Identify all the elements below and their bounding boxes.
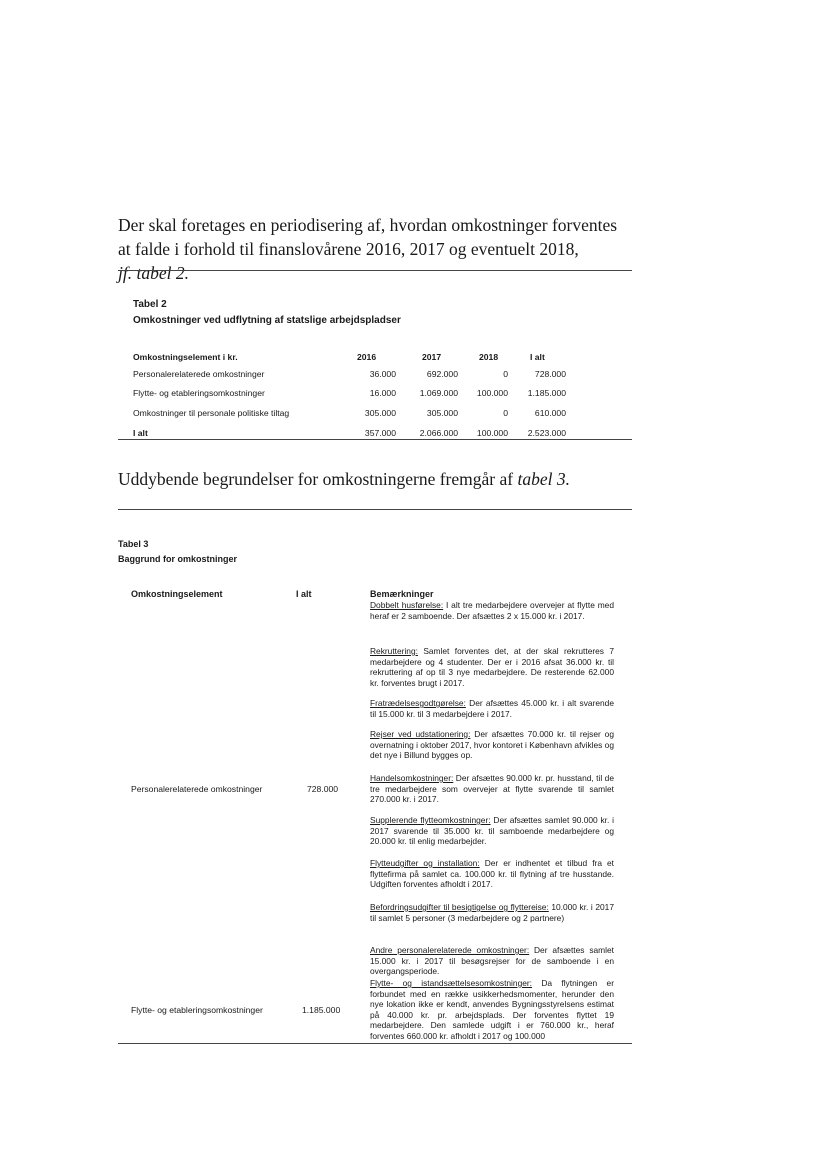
- table3-subtitle: Baggrund for omkostninger: [118, 554, 237, 564]
- table-cell: 100.000: [476, 388, 508, 398]
- note-item: Fratrædelsesgodtgørelse: Der afsættes 45.000 kr. i alt svarende til 15.000 kr. til 3 medarbejdere i 2017.: [370, 698, 614, 719]
- table-cell: 36.000: [369, 368, 396, 379]
- intro2-ref: tabel 3.: [517, 469, 570, 489]
- table-row: [133, 383, 566, 403]
- intro2-text: Uddybende begrundelser for omkostningerne fremgår af: [118, 469, 514, 489]
- note-item: Flytteudgifter og installation: Der er indhentet et tilbud fra et flyttefirma på samlet ca. 100.000 kr. til flytning af tre husstande. Udgiften forventes afholdt i 2017.: [370, 858, 614, 889]
- table-row: [133, 364, 566, 383]
- table-cell: 1.069.000: [419, 388, 458, 398]
- table3-header-total: I alt: [296, 589, 312, 599]
- note-item: Supplerende flytteomkostninger: Der afsættes samlet 90.000 kr. i 2017 svarende til 35.000 kr. til samboende medarbejdere og 20.000 kr. til enlig medarbejder.: [370, 815, 614, 846]
- intro-ref: jf. tabel 2.: [118, 263, 189, 283]
- table2: [133, 349, 566, 442]
- table-cell: Flytte- og etableringsomkostninger: [133, 388, 265, 398]
- table-cell: Personalerelaterede omkostninger: [133, 368, 265, 379]
- row-label-moving: Flytte- og etableringsomkostninger: [131, 1005, 263, 1015]
- table-cell: 0: [503, 368, 508, 379]
- note-item: Handelsomkostninger: Der afsættes 90.000 kr. pr. husstand, til de tre medarbejdere som overvejer at flytte svarende til samlet 270.000 kr. i 2017.: [370, 773, 614, 804]
- row-value-personnel: 728.000: [307, 784, 339, 794]
- intro2-paragraph: [118, 469, 570, 490]
- table-cell: 305.000: [364, 408, 396, 418]
- table3-title: Tabel 3: [118, 539, 149, 549]
- table-cell: 16.000: [369, 388, 396, 398]
- table-header-row: [133, 349, 566, 364]
- divider: [118, 1043, 632, 1044]
- table-cell: 1.185.000: [527, 388, 566, 398]
- table2-subtitle: Omkostninger ved udflytning af statslige arbejdspladser: [133, 315, 401, 326]
- row-value-moving: 1.185.000: [302, 1005, 341, 1015]
- header-cell: 2017: [422, 351, 442, 362]
- note-item: Flytte- og istandsættelsesomkostninger: Da flytningen er forbundet med en række usikkerhedsmomenter, herunder den nye lokation ikke er kendt, anvendes Bygningsstyrelsens estimat på 40.000 kr. pr. arbejdsplads. Der forventes flyttet 19 medarbejdere. Den samlede udgift i er 760.000 kr., heraf forventes 660.000 kr. afholdt i 2017 og 100.000: [370, 978, 614, 1041]
- header-cell: I alt: [530, 351, 545, 362]
- table-cell: 728.000: [534, 368, 566, 379]
- divider: [118, 439, 632, 440]
- intro-paragraph: [118, 213, 634, 285]
- table-cell: Omkostninger til personale politiske tiltag: [133, 408, 290, 418]
- note-item: Befordringsudgifter til besigtigelse og flyttereise: 10.000 kr. i 2017 til samlet 5 personer (3 medarbejdere og 2 partnere): [370, 902, 614, 923]
- divider: [118, 509, 632, 510]
- note-item: Rejser ved udstationering: Der afsættes 70.000 kr. til rejser og overnatning i oktober 2017, hvor kontoret i København afvikles og det nye i Billund bygges op.: [370, 729, 614, 760]
- divider: [118, 270, 632, 271]
- table3-header-element: Omkostningselement: [131, 589, 223, 599]
- table-cell: 0: [503, 408, 508, 418]
- note-item: Rekruttering: Samlet forventes det, at der skal rekrutteres 7 medarbejdere og 4 studenter. Der er i 2016 afsat 36.000 kr. til rekruttering af op til 3 nye medarbejdere. De resterende 62.000 kr. forventes brugt i 2017.: [370, 646, 614, 688]
- row-label-personnel: Personalerelaterede omkostninger: [131, 784, 263, 794]
- table-cell: I alt: [133, 427, 148, 438]
- note-item: Andre personalerelaterede omkostninger: Der afsættes samlet 15.000 kr. i 2017 til besøgsrejser for de samboende i en overgangsperiode.: [370, 945, 614, 976]
- header-cell: Omkostningselement i kr.: [133, 351, 238, 362]
- intro-text: Der skal foretages en periodisering af, hvordan omkostninger forventes at falde i forhold til finanslovårene 2016, 2017 og eventuelt 2018,: [118, 215, 618, 259]
- header-cell: 2018: [479, 351, 499, 362]
- table-row: [133, 403, 566, 423]
- table-cell: 305.000: [426, 408, 458, 418]
- table-cell: 2.523.000: [527, 427, 566, 438]
- note-item: Dobbelt husførelse: I alt tre medarbejdere overvejer at flytte med heraf er 2 samboende. Der afsættes 2 x 15.000 kr. i 2017.: [370, 600, 614, 621]
- table-cell: 2.066.000: [419, 427, 458, 438]
- table-cell: 692.000: [426, 368, 458, 379]
- header-cell: 2016: [357, 351, 377, 362]
- table-cell: 100.000: [476, 427, 508, 438]
- table-cell: 610.000: [534, 408, 566, 418]
- table3-header-remarks: Bemærkninger: [370, 589, 434, 599]
- table2-title: Tabel 2: [133, 299, 167, 310]
- table-cell: 357.000: [364, 427, 396, 438]
